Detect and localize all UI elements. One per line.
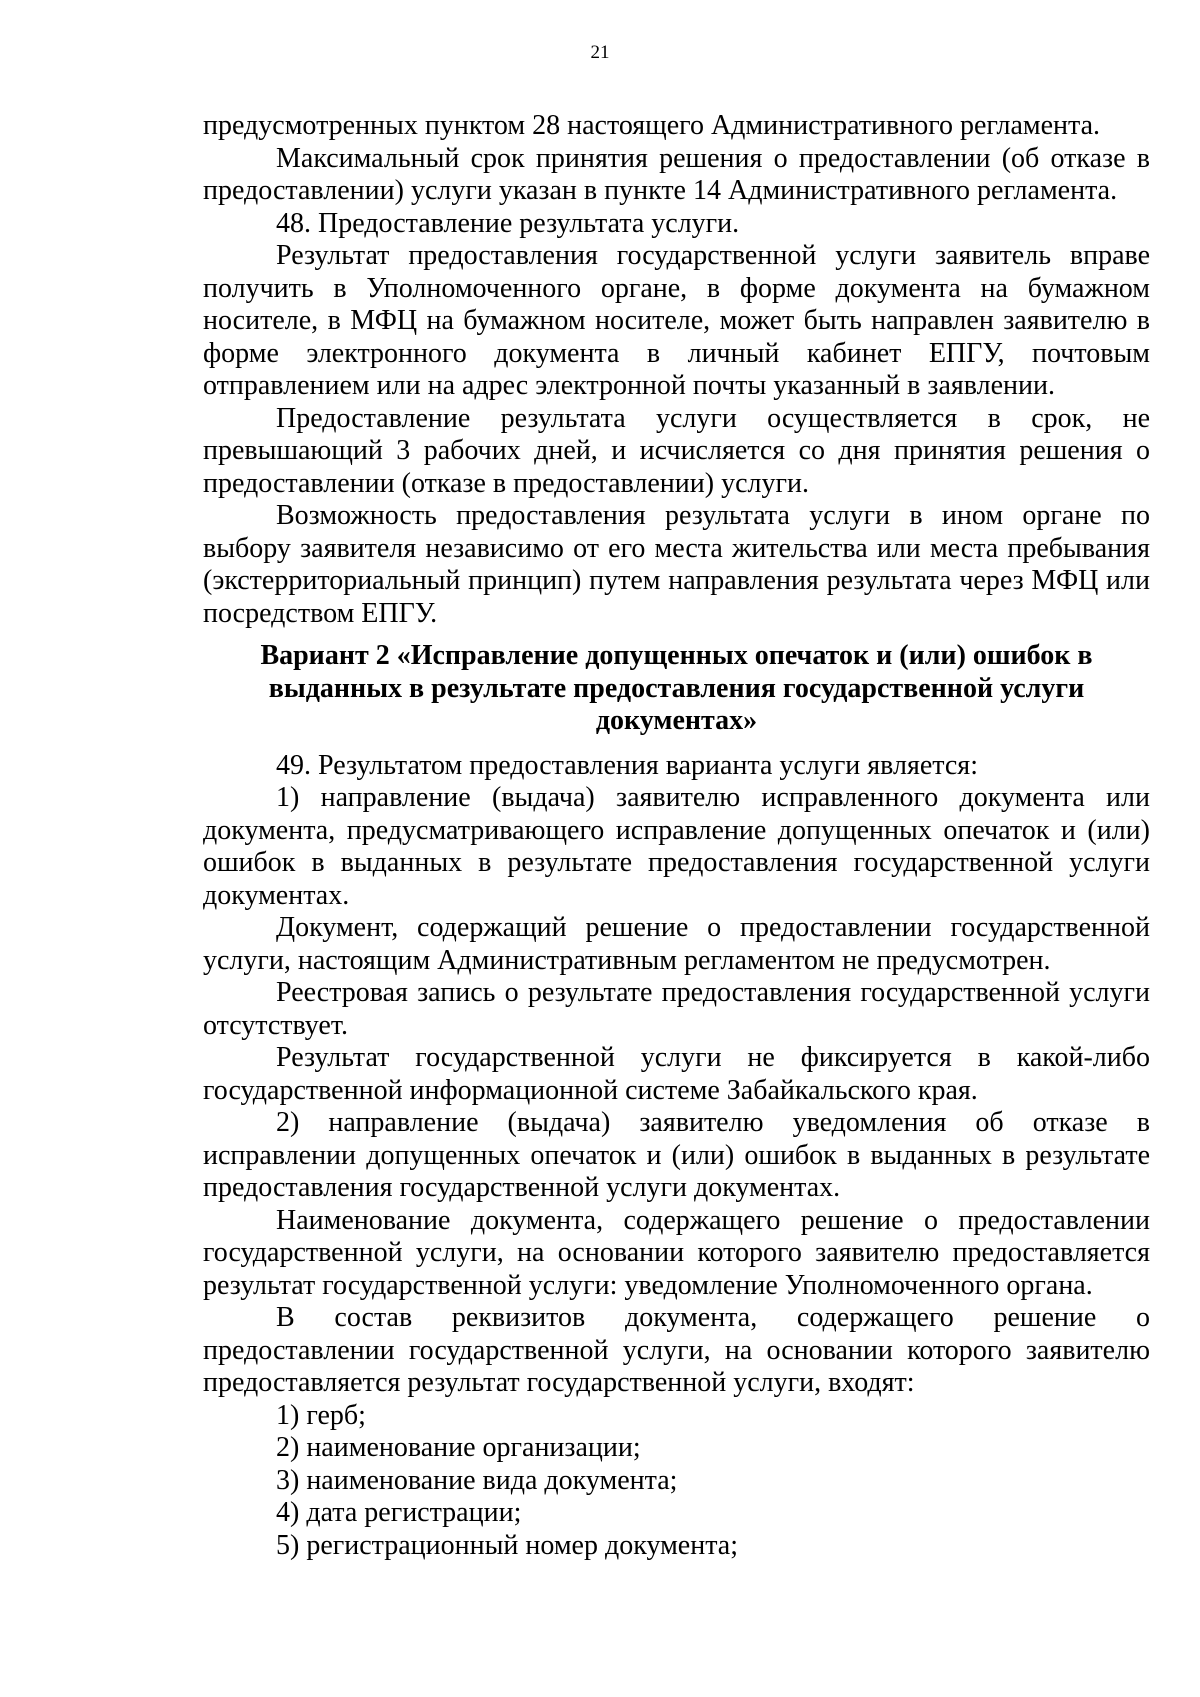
paragraph: предусмотренных пунктом 28 настоящего Административного регламента.	[203, 110, 1101, 141]
paragraph: Предоставление результата услуги осуществляется в срок, не превышающий 3 рабочих дней, и исчисляется со дня принятия решения о предоставлении (отказе в предоставлении) услуги.	[203, 402, 1150, 499]
section-heading: Вариант 2 «Исправление допущенных опечаток и (или) ошибок в выданных в результате предоставления государственной услуги документах»	[260, 640, 1093, 736]
paragraph: Наименование документа, содержащего решение о предоставлении государственной услуги, на основании которого заявителю предоставляется результат государственной услуги: уведомление Уполномоченного органа.	[203, 1204, 1150, 1301]
paragraph: Результат государственной услуги не фиксируется в какой-либо государственной информационной системе Забайкальского края.	[203, 1042, 1150, 1106]
list-item: 3) наименование вида документа;	[276, 1464, 678, 1496]
paragraph: 48. Предоставление результата услуги.	[276, 207, 740, 239]
list-item: 1) герб;	[276, 1399, 366, 1431]
paragraph: Документ, содержащий решение о предоставлении государственной услуги, настоящим Административным регламентом не предусмотрен.	[203, 912, 1150, 976]
paragraph: 2) направление (выдача) заявителю уведомления об отказе в исправлении допущенных опечаток и (или) ошибок в выданных в результате предоставления государственной услуги документах.	[203, 1107, 1150, 1203]
list-item: 4) дата регистрации;	[276, 1497, 522, 1528]
paragraph: Максимальный срок принятия решения о предоставлении (об отказе в предоставлении) услуги указан в пункте 14 Административного регламента.	[203, 142, 1150, 206]
paragraph: Результат предоставления государственной услуги заявитель вправе получить в Уполномоченного органе, в форме документа на бумажном носителе, в МФЦ на бумажном носителе, может быть направлен заявителю в форме электронного документа в личный кабинет ЕПГУ, почтовым отправлением или на адрес электронной почты указанный в заявлении.	[203, 240, 1150, 401]
list-item: 2) наименование организации;	[276, 1432, 641, 1463]
paragraph: Возможность предоставления результата услуги в ином органе по выбору заявителя независимо от его места жительства или места пребывания (экстерриториальный принцип) путем направления результата через МФЦ или посредством ЕПГУ.	[203, 500, 1150, 629]
page-number: 21	[590, 42, 610, 63]
paragraph: Реестровая запись о результате предоставления государственной услуги отсутствует.	[203, 977, 1150, 1041]
paragraph: В состав реквизитов документа, содержащего решение о предоставлении государственной услуги, на основании которого заявителю предоставляется результат государственной услуги, входят:	[203, 1302, 1150, 1398]
paragraph: 49. Результатом предоставления варианта услуги является:	[276, 749, 978, 781]
document-body	[203, 110, 1150, 1562]
paragraph: 1) направление (выдача) заявителю исправленного документа или документа, предусматривающего исправление допущенных опечаток и (или) ошибок в выданных в результате предоставления государственной услуги документах.	[203, 782, 1150, 911]
list-item: 5) регистрационный номер документа;	[276, 1529, 738, 1561]
